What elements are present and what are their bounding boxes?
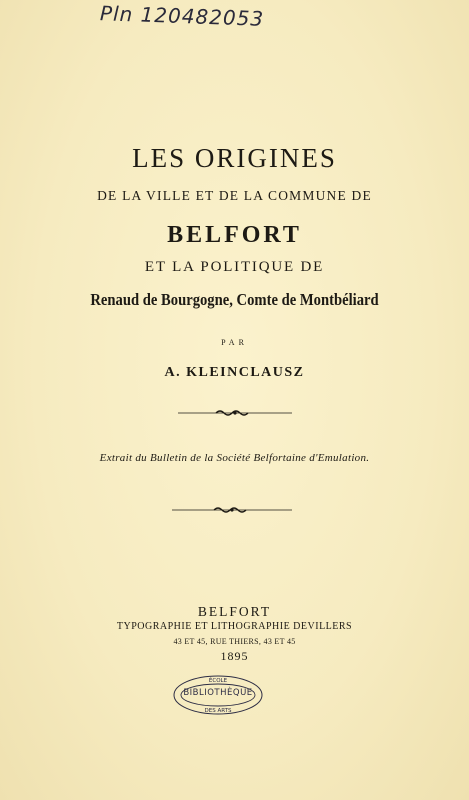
library-stamp xyxy=(172,674,264,716)
ornament-divider-icon xyxy=(170,505,294,515)
imprint-city: BELFORT xyxy=(197,604,272,619)
ornament-divider-icon xyxy=(176,408,294,418)
title-line-4: ET LA POLITIQUE DE xyxy=(144,259,325,275)
extrait-note: Extrait du Bulletin de la Société Belfortaine d'Emulation. xyxy=(99,452,370,464)
handwritten-shelfmark: Pln 120482053 xyxy=(99,1,265,31)
imprint-address: 43 ET 45, RUE THIERS, 43 ET 45 xyxy=(173,637,296,646)
byline-par: PAR xyxy=(221,338,248,347)
imprint-printer: TYPOGRAPHIE ET LITHOGRAPHIE DEVILLERS xyxy=(116,621,353,632)
title-line-2: DE LA VILLE ET DE LA COMMUNE DE xyxy=(97,188,372,203)
title-line-1: LES ORIGINES xyxy=(132,143,337,173)
svg-text:ÉCOLE: ÉCOLE xyxy=(208,678,228,684)
svg-text:DES ARTS: DES ARTS xyxy=(204,708,232,714)
author-name: A. KLEINCLAUSZ xyxy=(164,365,305,380)
imprint-year: 1895 xyxy=(220,649,249,663)
title-line-5: Renaud de Bourgogne, Comte de Montbéliard xyxy=(90,290,379,309)
title-line-3: BELFORT xyxy=(167,222,302,248)
stamp-label: BIBLIOTHÈQUE xyxy=(183,688,253,698)
